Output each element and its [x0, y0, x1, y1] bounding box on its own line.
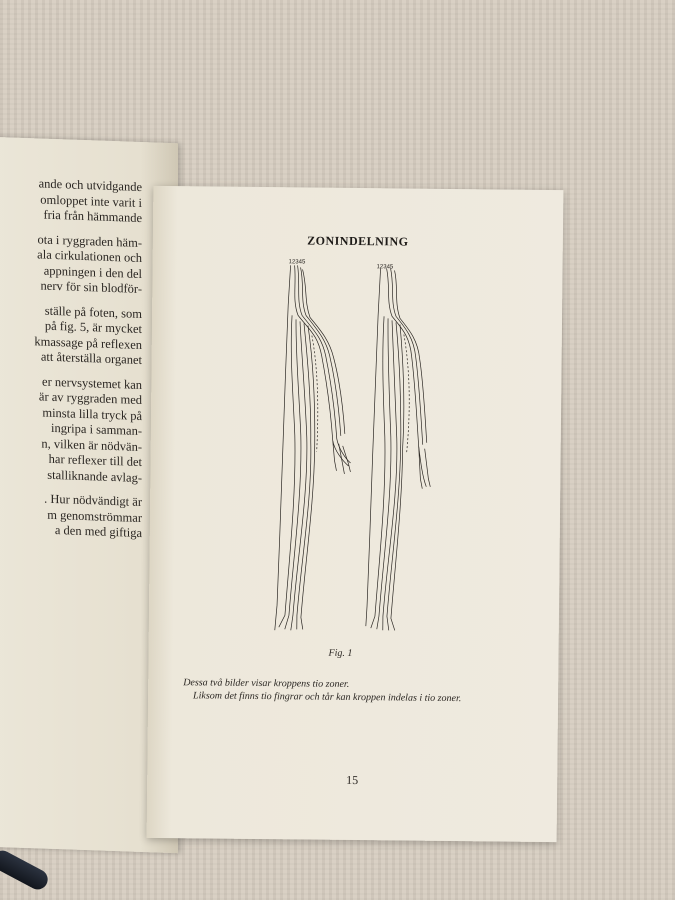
figure-label: Fig. 1	[328, 647, 353, 659]
left-page-line: ande och utvidgande	[38, 176, 142, 195]
left-page-line: att återställa organet	[40, 349, 142, 368]
caption-line-2: Liksom det finns tio fingrar och tår kan kroppen indelas i tio zoner.	[193, 690, 462, 705]
left-page-line: ota i ryggraden häm-	[37, 231, 142, 250]
right-body-figure	[366, 268, 433, 631]
left-page-line: n, vilken är nödvän-	[41, 436, 142, 454]
left-page-line: m genomströmmar	[47, 507, 142, 525]
figure-caption	[183, 676, 513, 705]
left-page-line: omloppet inte varit i	[40, 191, 142, 210]
left-page-line: på fig. 5, är mycket	[44, 318, 142, 337]
left-page-line: ställe på foten, som	[44, 303, 142, 321]
page-number: 15	[346, 772, 359, 788]
left-page-line: ingripa i samman-	[51, 420, 142, 439]
left-page-line: stalliknande avlag-	[47, 467, 142, 485]
left-page-line: kmassage på reflexen	[34, 333, 142, 352]
left-page-line: fria från hämmande	[43, 207, 142, 226]
left-body-figure	[275, 265, 353, 631]
left-page-line: nerv för sin blodför-	[40, 278, 142, 297]
left-page-text	[0, 175, 142, 542]
right-book-page	[147, 186, 564, 842]
caption-line-1: Dessa två bilder visar kroppens tio zoner.	[183, 677, 350, 690]
left-page-line: er nervsystemet kan	[42, 374, 142, 392]
left-page-line: är av ryggraden med	[38, 389, 142, 408]
page-title: ZONINDELNING	[307, 233, 409, 249]
left-page-line: minsta lilla tryck på	[42, 405, 142, 423]
left-page-line: ala cirkulationen och	[37, 247, 142, 266]
left-page-line: . Hur nödvändigt är	[44, 491, 142, 510]
right-figure-zone-numbers: 12345	[376, 264, 394, 271]
left-page-line: appningen i den del	[43, 263, 142, 281]
left-page-line: har reflexer till det	[48, 451, 142, 470]
pen-object	[0, 847, 51, 893]
zone-figure-illustration	[249, 255, 483, 647]
left-page-line: a den med giftiga	[54, 522, 142, 541]
left-figure-zone-numbers: 12345	[288, 259, 306, 266]
